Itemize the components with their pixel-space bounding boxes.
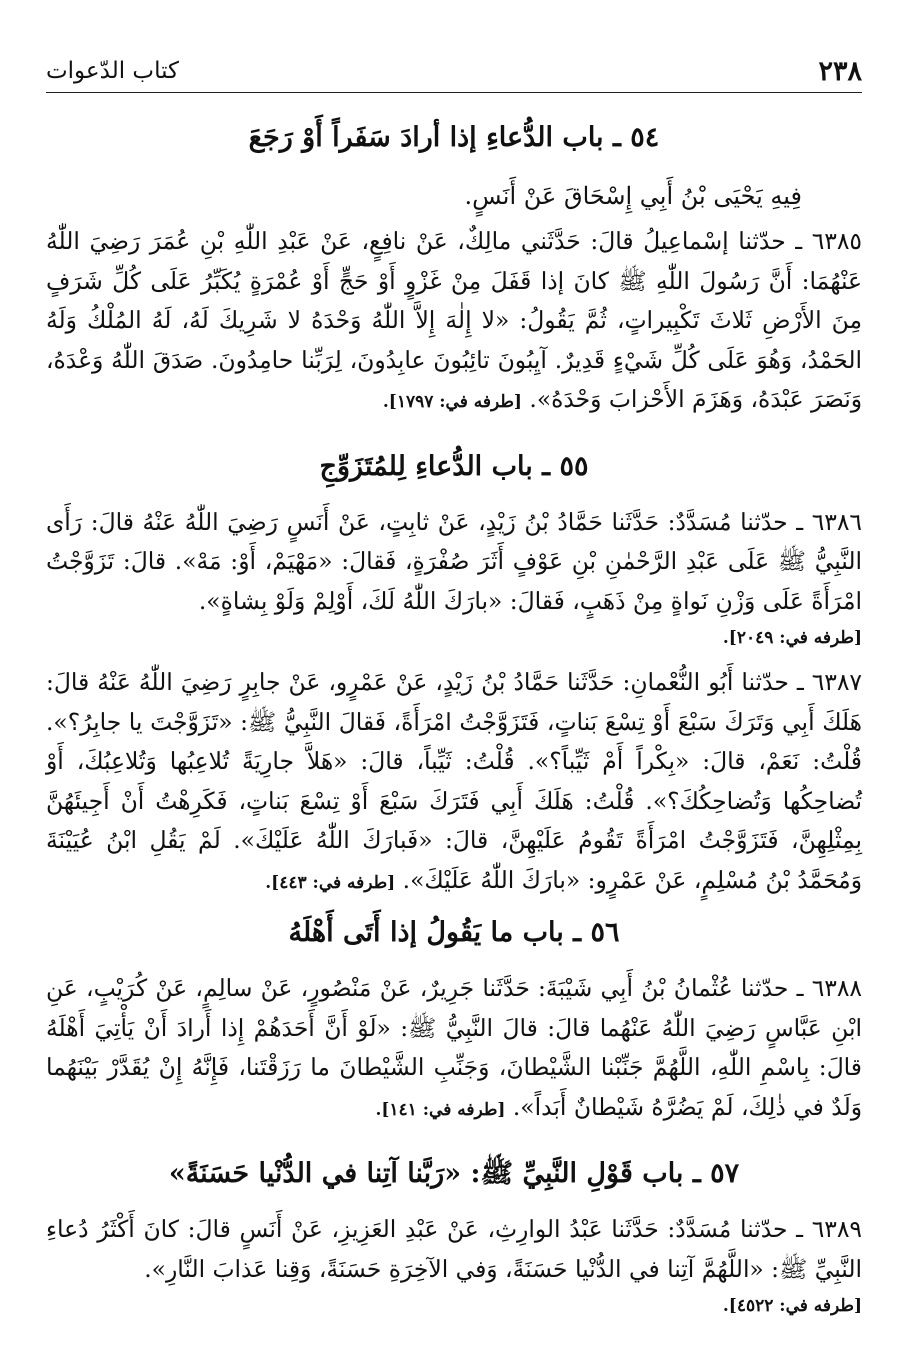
hadith-6389 [46,1210,862,1289]
hadith-text: ٦٣٨٩ ـ حدّثنا مُسَدَّدٌ: حَدَّثَنا عَبْدُ الوارِثِ، عَنْ عَبْدِ العَزِيزِ، عَنْ أَنَسٍ قالَ: كانَ أَكْثَرُ دُعاءِ النَّبِيِّ ﷺ: «اللَّهُمَّ آتِنا في الدُّنْيا حَسَنَةً، وَفي الآخِرَةِ حَسَنَةً، وَقِنا عَذابَ النَّارِ». [46,1215,862,1283]
book-title: كتاب الدّعوات [46,58,179,84]
hadith-text: ٦٣٨٨ ـ حدّثنا عُثْمانُ بْنُ أَبِي شَيْبَةَ: حَدَّثَنا جَرِيرٌ، عَنْ مَنْصُورٍ، عَنْ سالِمٍ، عَنْ كُرَيْبٍ، عَنِ ابْنِ عَبَّاسٍ رَضِيَ اللّٰهُ عَنْهُما قالَ: قالَ النَّبِيُّ ﷺ: «لَوْ أَنَّ أَحَدَهُمْ إِذا أَرادَ أَنْ يَأْتِيَ أَهْلَهُ قالَ: بِاسْمِ اللّٰهِ، اللَّهُمَّ جَنِّبْنا الشَّيْطانَ، وَجَنِّبِ الشَّيْطانَ ما رَزَقْتَنا، فَإِنَّهُ إِنْ يُقَدَّرْ بَيْنَهُما وَلَدٌ في ذٰلِكَ، لَمْ يَضُرَّهُ شَيْطانٌ أَبَداً». [46,974,862,1121]
hadith-6388 [46,969,862,1130]
hadith-text: ٦٣٨٥ ـ حدّثنا إسْماعِيلُ قالَ: حَدَّثَني مالِكٌ، عَنْ نافِعٍ، عَنْ عَبْدِ اللّٰهِ بْنِ عُمَرَ رَضِيَ اللّٰهُ عَنْهُمَا: أَنَّ رَسُولَ اللّٰهِ ﷺ كانَ إذا قَفَلَ مِنْ غَزْوٍ أَوْ حَجٍّ أَوْ عُمْرَةٍ يُكَبِّرُ عَلَى كُلِّ شَرَفٍ مِنَ الأَرْضِ ثَلاثَ تَكْبِيراتٍ، ثُمَّ يَقُولُ: «لا إِلٰهَ إِلاَّ اللّٰهُ وَحْدَهُ لا شَرِيكَ لَهُ، لَهُ المُلْكُ وَلَهُ الحَمْدُ، وَهُوَ عَلَى كُلِّ شَيْءٍ قَدِيرٌ. آيِبُونَ تائِبُونَ عابِدُونَ، لِرَبِّنا حامِدُونَ. صَدَقَ اللّٰهُ وَعْدَهُ، وَنَصَرَ عَبْدَهُ، وَهَزَمَ الأَحْزابَ وَحْدَهُ». [46,227,862,413]
cross-reference: [طرفه في: ١٧٩٧]. [382,392,522,412]
chapter-heading-56: ٥٦ ـ باب ما يَقُولُ إذا أَتَى أَهْلَهُ [288,917,620,948]
chapter-note: فِيهِ يَحْيَى بْنُ أَبِي إِسْحَاقَ عَنْ أَنَسٍ. [464,182,802,210]
chapter-heading-54: ٥٤ ـ باب الدُّعاءِ إذا أرادَ سَفَراً أَوْ رَجَعَ [248,122,660,153]
cross-reference: [طرفه في: ٤٥٢٢]. [722,1296,862,1316]
hadith-text: ٦٣٨٦ ـ حدّثنا مُسَدَّدٌ: حَدَّثَنا حَمَّادُ بْنُ زَيْدٍ، عَنْ ثابِتٍ، عَنْ أَنَسٍ رَضِيَ اللّٰهُ عَنْهُ قالَ: رَأَى النَّبِيُّ ﷺ عَلَى عَبْدِ الرَّحْمٰنِ بْنِ عَوْفٍ أَثَرَ صُفْرَةٍ، فَقالَ: «مَهْيَمْ، أَوْ: مَهْ». قالَ: تَزَوَّجْتُ امْرَأَةً عَلَى وَزْنِ نَواةٍ مِنْ ذَهَبٍ، فَقالَ: «بارَكَ اللّٰهُ لَكَ، أَوْلِمْ وَلَوْ بِشاةٍ». [46,507,862,615]
hadith-6385 [46,222,862,423]
hadith-6386 [46,503,862,622]
page-number: ٢٣٨ [818,56,862,87]
chapter-heading-57: ٥٧ ـ باب قَوْلِ النَّبِيِّ ﷺ: «رَبَّنا آتِنا في الدُّنْيا حَسَنَةً» [168,1158,740,1189]
cross-reference: [طرفه في: ٤٤٣]. [265,872,396,893]
page-content [46,108,862,1331]
hadith-6387 [46,663,862,903]
hadith-text: ٦٣٨٧ ـ حدّثنا أَبُو النُّعْمانِ: حَدَّثَنا حَمَّادُ بْنُ زَيْدٍ، عَنْ عَمْرٍو، عَنْ جابِرٍ رَضِيَ اللّٰهُ عَنْهُ قالَ: هَلَكَ أَبِي وَتَرَكَ سَبْعَ أَوْ تِسْعَ بَناتٍ، فَتَزَوَّجْتُ امْرَأَةً، فَقالَ النَّبِيُّ ﷺ: «تَزَوَّجْتَ يا جابِرُ؟». قُلْتُ: نَعَمْ، قالَ: «بِكْراً أَمْ ثَيِّباً؟». قُلْتُ: ثَيِّباً، قالَ: «هَلاَّ جارِيَةً تُلاعِبُها وَتُلاعِبُكَ، أَوْ تُضاحِكُها وَتُضاحِكُكَ؟». قُلْتُ: هَلَكَ أَبِي فَتَرَكَ سَبْعَ أَوْ تِسْعَ بَناتٍ، فَكَرِهْتُ أَنْ أَجِيئَهُنَّ بِمِثْلِهِنَّ، فَتَزَوَّجْتُ امْرَأَةً تَقُومُ عَلَيْهِنَّ، قالَ: «فَبارَكَ اللّٰهُ عَلَيْكَ». لَمْ يَقُلِ ابْنُ عُيَيْنَةَ وَمُحَمَّدُ بْنُ مُسْلِمٍ، عَنْ عَمْرٍو: «بارَكَ اللّٰهُ عَلَيْكَ». [46,668,862,894]
chapter-heading-55: ٥٥ ـ باب الدُّعاءِ لِلمُتَزَوِّجِ [319,450,589,482]
cross-reference: [طرفه في: ١٤١]. [375,1099,506,1120]
page-header [46,52,862,93]
cross-reference: [طرفه في: ٢٠٤٩]. [722,628,862,648]
